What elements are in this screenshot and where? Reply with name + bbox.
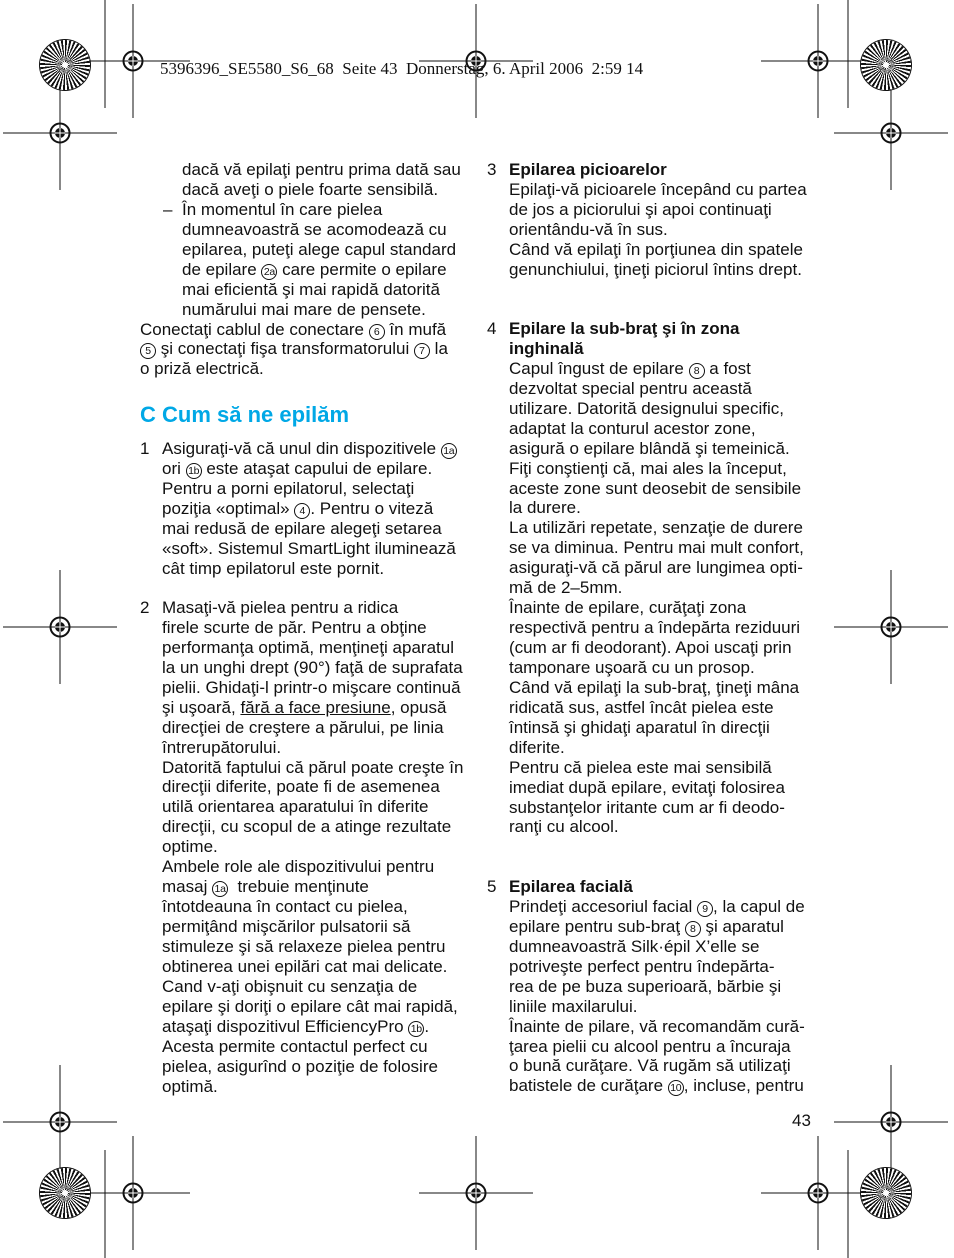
text-line — [162, 877, 463, 897]
text-run: şi conectaţi fişa transformatorului — [156, 339, 414, 359]
step-number: 5 — [487, 877, 497, 896]
step-content — [509, 877, 805, 1096]
text-line: Acesta permite contactul perfect cu — [162, 1036, 428, 1056]
starburst-mark — [861, 40, 911, 90]
text-run: Capul îngust de epilare — [509, 358, 689, 378]
registration-mark — [3, 1065, 117, 1179]
intro-text — [140, 160, 461, 200]
text-run: batistele de curăţare — [509, 1076, 668, 1096]
text-run: epilare pentru sub-braţ — [509, 916, 685, 936]
text-run: , opusă — [390, 697, 447, 717]
step-1 — [140, 439, 457, 579]
circled-part-number: 8 — [689, 363, 705, 379]
text-line: Fiţi conştienţi că, mai ales la început, — [509, 458, 787, 478]
text-run: masaj — [162, 877, 213, 897]
text-line: optime. — [162, 837, 218, 857]
text-line: Înainte de epilare, curăţaţi zona — [509, 598, 747, 618]
step-title — [509, 319, 804, 359]
text-run: care permite o epilare — [277, 259, 447, 279]
text-line — [162, 499, 457, 519]
step-number: 4 — [487, 319, 497, 338]
step-content — [509, 319, 804, 837]
text-line — [162, 439, 457, 459]
step-content — [509, 160, 807, 280]
text-line: diferite. — [509, 737, 565, 757]
text-line: utilă orientarea aparatului în diferite — [162, 797, 429, 817]
registration-mark — [834, 76, 948, 190]
text-line: o bună curăţare. Vă rugăm să utilizaţi — [509, 1056, 791, 1076]
circled-part-number: 8 — [685, 921, 701, 937]
page-number: 43 — [792, 1111, 811, 1130]
text-line: Datorită faptului că părul poate creşte în — [162, 757, 464, 777]
text-run: ataşaţi dispozitivul EfficiencyPro — [162, 1016, 409, 1036]
text-line: direcţii diferite, poate fi de asemenea — [162, 777, 440, 797]
text-line: Masaţi-vă pielea pentru a ridica — [162, 598, 399, 617]
text-line — [509, 897, 805, 917]
text-line — [140, 339, 461, 359]
circled-part-number: 6 — [369, 324, 385, 340]
step-body — [162, 598, 463, 1096]
step-title-line: Epilare la sub-braţ şi în zona — [509, 319, 740, 338]
dash-item-text — [182, 200, 461, 320]
text-line: Când vă epilaţi la sub-braţ, ţineţi mâna — [509, 677, 800, 697]
text-line: În momentul în care pielea — [182, 199, 383, 219]
text-line: mai eficientă şi mai rapidă datorită — [182, 279, 440, 299]
text-line: ridicată sus, astfel încât pielea este — [509, 697, 774, 717]
text-line: utilizare. Datorită designului specific, — [509, 398, 784, 418]
print-slug-line: 5396396_SE5580_S6_68 Seite 43 Donnerstag, 6. April 2006 2:59 14 — [160, 59, 644, 78]
text-run: poziţia «optimal» — [162, 498, 295, 518]
circled-part-number: 1b — [408, 1021, 424, 1037]
text-line — [140, 320, 461, 340]
text-line: optimă. — [162, 1076, 218, 1096]
circled-part-number: 2a — [261, 264, 277, 280]
text-line: orientându-vă în sus. — [509, 219, 668, 239]
starburst-mark — [861, 1168, 911, 1218]
text-run: la — [429, 339, 448, 359]
step-number: 2 — [140, 598, 150, 617]
text-run: şi uşoară, — [162, 697, 241, 717]
text-line: întinsă şi ghidaţi aparatul în direcţii — [509, 717, 770, 737]
starburst-mark — [40, 1168, 90, 1218]
text-line — [162, 698, 463, 718]
text-line: potriveşte perfect pentru îndepărta- — [509, 956, 775, 976]
text-line: (cum ar fi deodorant). Apoi uscaţi prin — [509, 638, 792, 657]
circled-part-number: 1a — [441, 443, 457, 459]
text-line: firele scurte de păr. Pentru a obţine — [162, 617, 427, 637]
text-line: «soft». Sistemul SmartLight iluminează — [162, 538, 456, 558]
text-run: trebuie menţinute — [228, 877, 369, 897]
text-line: Pentru a porni epilatorul, selectaţi — [162, 478, 415, 498]
text-line: epilare şi doriţi o epilare cât mai rapidă, — [162, 996, 458, 1016]
text-line: Cand v-aţi obişnuit cu senzaţia de — [162, 976, 418, 996]
step-4 — [487, 319, 804, 837]
text-line: Pentru că pielea este mai sensibilă — [509, 757, 772, 777]
step-3 — [487, 160, 807, 280]
text-line: ţarea pielii cu alcool pentru a încuraja — [509, 1036, 791, 1056]
circled-part-number: 10 — [668, 1080, 684, 1096]
text-line: Când vă epilaţi în porţiunea din spatele — [509, 239, 803, 259]
text-line: mă de 2–5mm. — [509, 578, 623, 598]
step-title — [509, 160, 807, 180]
dash-list-item — [140, 200, 461, 320]
text-run: este ataşat capului de epilare. — [201, 458, 433, 478]
text-line: Înainte de pilare, vă recomandăm cură- — [509, 1016, 805, 1036]
text-line: dacă aveţi o piele foarte sensibilă. — [182, 179, 439, 199]
step-title-line: inghinală — [509, 338, 584, 358]
text-run: de epilare — [182, 259, 262, 279]
registration-mark — [761, 4, 875, 118]
step-body — [162, 439, 457, 579]
text-line: asigură o epilare blândă şi temeinică. — [509, 438, 790, 458]
text-line: obtinerea unei epilări cat mai delicate. — [162, 956, 448, 976]
text-line: La utilizări repetate, senzaţie de durere — [509, 518, 803, 538]
step-number: 3 — [487, 160, 497, 179]
text-line: la un unghi drept (90°) faţă de suprafata — [162, 657, 463, 677]
step-body — [509, 359, 804, 838]
text-line: dezvoltat special pentru această — [509, 378, 752, 398]
text-line: aceste zone sunt deosebit de sensibile — [509, 478, 802, 498]
text-line: dumneavoastră se acomodează cu — [182, 219, 447, 239]
step-2 — [140, 598, 463, 1096]
text-line — [509, 917, 805, 937]
text-line: permiţând mişcărilor pulsatorii să — [162, 917, 411, 936]
registration-mark — [76, 1136, 190, 1250]
starburst-mark — [40, 40, 90, 90]
text-run: ori — [162, 458, 186, 478]
text-line: o priză electrică. — [140, 359, 264, 379]
connect-instructions — [140, 320, 461, 380]
section-heading: C Cum să ne epilăm — [140, 402, 350, 427]
text-line: stimuleze şi să relaxeze pielea pentru — [162, 936, 446, 956]
step-number: 1 — [140, 439, 150, 458]
underlined-text: fără a face presiune — [240, 697, 391, 717]
text-line — [509, 359, 804, 379]
text-line: de jos a piciorului şi apoi continuaţi — [509, 199, 772, 219]
step-body — [509, 180, 807, 280]
registration-mark — [419, 1136, 533, 1250]
text-line — [162, 459, 457, 479]
circled-part-number: 9 — [697, 901, 713, 917]
text-line: epilarea, puteţi alege capul standard — [182, 239, 457, 259]
text-run: . — [424, 1016, 430, 1036]
text-line: direcţii, cu scopul de a atinge rezultate — [162, 817, 452, 837]
text-run: , incluse, pentru — [683, 1076, 804, 1096]
text-run: şi aparatul — [700, 916, 784, 936]
text-line: liniile maxilarului. — [509, 996, 638, 1016]
text-line: tamponare uşoară cu un prosop. — [509, 657, 755, 677]
text-line — [509, 1076, 805, 1096]
text-line: întrerupătorului. — [162, 737, 282, 757]
text-line: dumneavoastră Silk·épil X’elle se — [509, 936, 760, 956]
step-title — [509, 877, 805, 897]
text-run: , la capul de — [713, 896, 805, 916]
step-title-line: Epilarea facială — [509, 877, 633, 896]
text-line — [162, 1017, 463, 1037]
step-5 — [487, 877, 805, 1096]
text-run: . Pentru o viteză — [310, 498, 434, 518]
circled-part-number: 1a — [212, 881, 228, 897]
text-run: Conectaţi cablul de conectare — [140, 319, 369, 339]
circled-part-number: 7 — [414, 343, 430, 359]
text-line: Ambele role ale dispozitivului pentru — [162, 857, 435, 877]
text-run: Prindeţi accesoriul facial — [509, 896, 698, 916]
text-line: adaptat la conturul acestor zone, — [509, 418, 756, 438]
text-line: se va diminua. Pentru mai mult confort, — [509, 538, 804, 558]
text-line: la durere. — [509, 498, 581, 518]
text-line: rea de pe buza superioară, bărbie şi — [509, 976, 782, 996]
text-line: pielii. Ghidaţi-l printr-o mişcare continuă — [162, 677, 461, 697]
text-line: pielea, asigurînd o poziţie de folosire — [162, 1056, 438, 1076]
dash-bullet: – — [163, 199, 173, 219]
step-title-line: Epilarea picioarelor — [509, 160, 667, 179]
text-line: numărului mai mare de pensete. — [182, 299, 426, 319]
text-line: dacă vă epilaţi pentru prima dată sau — [182, 160, 461, 179]
text-line: mai redusă de epilare alegeţi setarea — [162, 518, 442, 538]
registration-mark — [761, 1136, 875, 1250]
circled-part-number: 5 — [140, 343, 156, 359]
text-line: genunchiului, ţineţi piciorul întins drept. — [509, 259, 802, 279]
text-line — [182, 260, 461, 280]
registration-mark — [834, 1065, 948, 1179]
text-line: respectivă pentru a îndepărta reziduuri — [509, 618, 801, 638]
circled-part-number: 1b — [186, 463, 202, 479]
text-line: substanţelor iritante cum ar fi deodo- — [509, 797, 785, 817]
text-run: în mufă — [384, 319, 447, 339]
circled-part-number: 4 — [294, 503, 310, 519]
registration-mark — [3, 570, 117, 684]
registration-mark — [3, 76, 117, 190]
step-body — [509, 897, 805, 1096]
registration-mark — [834, 570, 948, 684]
text-run: Asiguraţi-vă că unul din dispozitivele — [162, 439, 441, 458]
text-line: performanţa optimă, menţineţi aparatul — [162, 637, 454, 657]
text-line: direcţiei de creştere a părului, pe linia — [162, 717, 444, 737]
text-line: întotdeauna în contact cu pielea, — [162, 897, 408, 917]
text-line: Epilaţi-vă picioarele începând cu partea — [509, 179, 807, 199]
text-line: imediat după epilare, evitaţi folosirea — [509, 777, 785, 797]
text-line: asiguraţi-vă că părul are lungimea opti- — [509, 558, 803, 578]
text-line: ranţi cu alcool. — [509, 817, 619, 837]
left-top-text — [140, 160, 461, 379]
text-line: cât timp epilatorul este pornit. — [162, 558, 385, 578]
text-run: a fost — [704, 358, 751, 378]
